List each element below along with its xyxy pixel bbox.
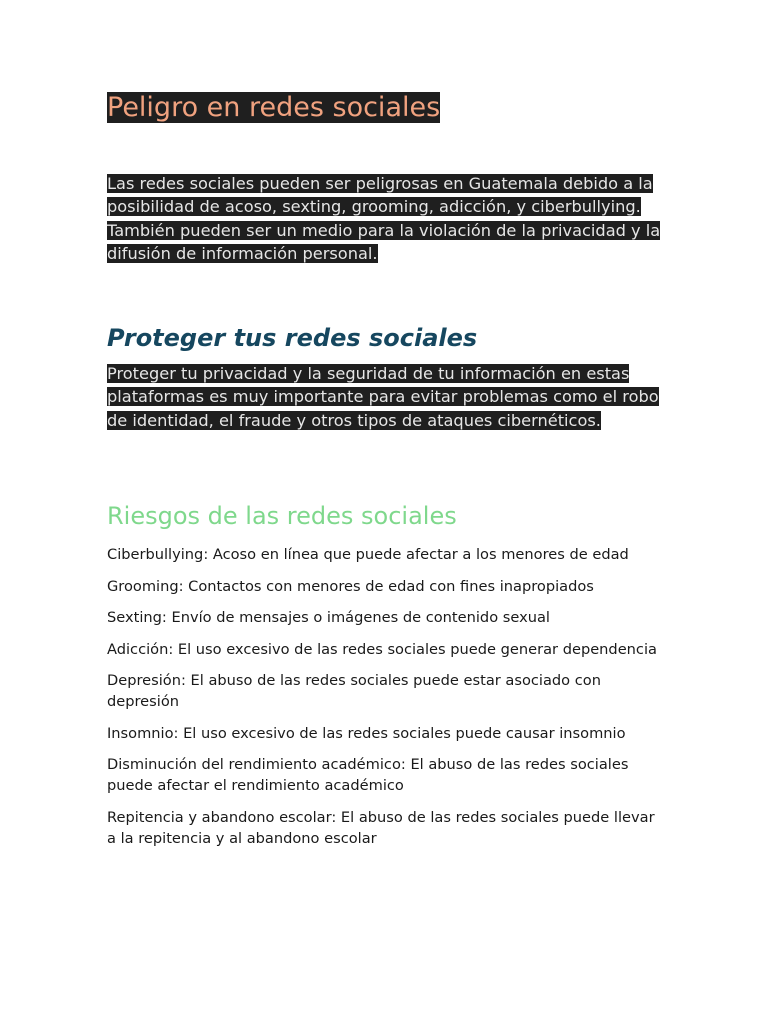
risks-heading: Riesgos de las redes sociales xyxy=(107,502,457,530)
page-title xyxy=(107,90,440,126)
protect-heading: Proteger tus redes sociales xyxy=(107,324,478,352)
risk-item: Grooming: Contactos con menores de edad con fines inapropiados xyxy=(107,577,594,595)
protect-text: Proteger tu privacidad y la seguridad de tu información en estas plataformas es muy importante para evitar problemas como el robo de identidad, el fraude y otros tipos de ataques cibernéticos. xyxy=(107,364,659,430)
risks-list xyxy=(107,544,667,859)
risk-item: Depresión: El abuso de las redes sociales puede estar asociado con depresión xyxy=(107,672,601,710)
risk-item: Disminución del rendimiento académico: El abuso de las redes sociales puede afectar el rendimiento académico xyxy=(107,756,629,794)
intro-text: Las redes sociales pueden ser peligrosas en Guatemala debido a la posibilidad de acoso, sexting, grooming, adicción, y ciberbullying. También pueden ser un medio para la violación de la privacidad y la difusión de información personal. xyxy=(107,174,661,263)
risk-item: Adicción: El uso excesivo de las redes sociales puede generar dependencia xyxy=(107,640,657,658)
intro-paragraph xyxy=(107,172,667,265)
page-title-text: Peligro en redes sociales xyxy=(107,92,441,123)
risk-item: Sexting: Envío de mensajes o imágenes de contenido sexual xyxy=(107,609,550,626)
risk-item: Insomnio: El uso excesivo de las redes sociales puede causar insomnio xyxy=(107,724,626,742)
risk-item: Ciberbullying: Acoso en línea que puede afectar a los menores de edad xyxy=(107,546,629,563)
protect-paragraph xyxy=(107,362,667,432)
risk-item: Repitencia y abandono escolar: El abuso de las redes sociales puede llevar a la repitencia y al abandono escolar xyxy=(107,808,655,847)
